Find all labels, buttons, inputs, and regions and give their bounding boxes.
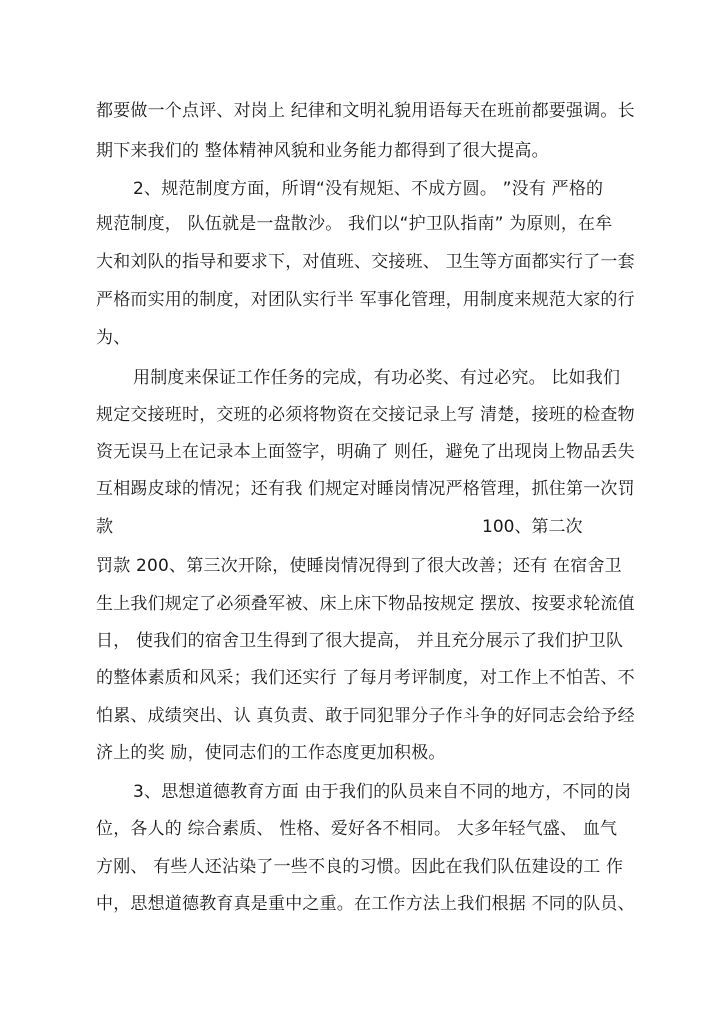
section-heading-line: 2、规范制度方面，所谓“没有规矩、不成方圆。 ”没有 严格的 xyxy=(133,179,604,199)
text-line: 大和刘队的指导和要求下，对值班、交接班、 卫生等方面都实行了一套 xyxy=(96,252,635,272)
text-line-right-fragment: 100、第二次 xyxy=(482,517,583,537)
paragraph-start-line: 用制度来保证工作任务的完成，有功必奖、有过必究。 比如我们 xyxy=(133,368,621,388)
text-line: 严格而实用的制度，对团队实行半 军事化管理，用制度来规范大家的行 xyxy=(96,290,635,310)
text-line: 罚款 200、第三次开除，使睡岗情况得到了很大改善；还有 在宿舍卫 xyxy=(96,556,622,576)
section-heading-line: 3、思想道德教育方面 由于我们的队员来自不同的地方，不同的岗 xyxy=(133,782,632,802)
text-line: 中，思想道德教育真是重中之重。在工作方法上我们根据 不同的队员、 xyxy=(96,894,635,914)
text-line: 日， 使我们的宿舍卫生得到了很大提高， 并且充分展示了我们护卫队 xyxy=(96,631,624,651)
text-line: 款 xyxy=(96,517,114,537)
text-line: 都要做一个点评、对岗上 纪律和文明礼貌用语每天在班前都要强调。长 xyxy=(96,101,635,121)
text-line: 生上我们规定了必须叠军被、床上床下物品按规定 摆放、按要求轮流值 xyxy=(96,594,635,614)
text-line: 资无误马上在记录本上面签字，明确了 则任，避免了出现岗上物品丢失 xyxy=(96,442,635,462)
text-line: 互相踢皮球的情况；还有我 们规定对睡岗情况严格管理，抓住第一次罚 xyxy=(96,479,635,499)
text-line: 规定交接班时，交班的必须将物资在交接记录上写 清楚，接班的检查物 xyxy=(96,405,635,425)
text-line: 济上的奖 励，使同志们的工作态度更加积极。 xyxy=(96,743,446,763)
text-line: 为、 xyxy=(96,328,131,348)
text-line: 规范制度， 队伍就是一盘散沙。 我们以“护卫队指南” 为原则，在牟 xyxy=(96,214,613,234)
text-line: 期下来我们的 整体精神风貌和业务能力都得到了很大提高。 xyxy=(96,141,549,161)
text-line: 怕累、成绩突出、认 真负责、敢于同犯罪分子作斗争的好同志会给予经 xyxy=(96,706,635,726)
text-line: 位，各人的 综合素质、 性格、爱好各不相同。 大多年轻气盛、 血气 xyxy=(96,819,618,839)
text-line: 的整体素质和风采；我们还实行 了每月考评制度，对工作上不怕苦、不 xyxy=(96,668,635,688)
text-line: 方刚、 有些人还沾染了一些不良的习惯。因此在我们队伍建设的工 作 xyxy=(96,857,624,877)
